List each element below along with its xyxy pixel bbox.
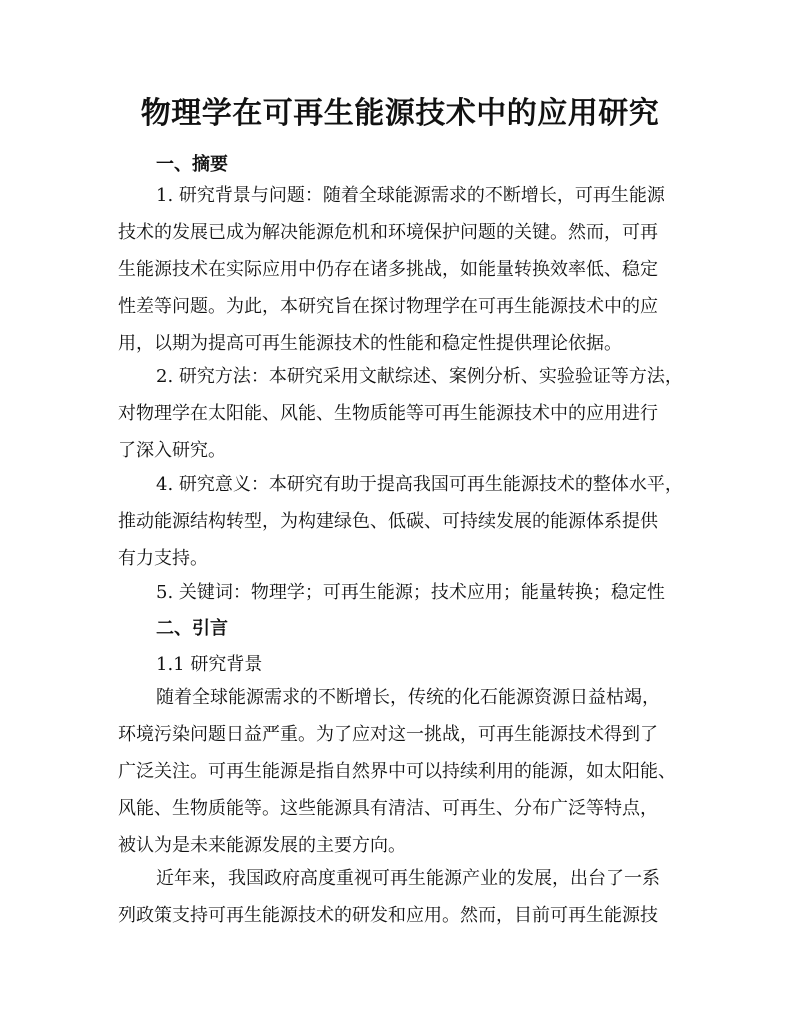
- subsection-heading-background: 1.1 研究背景: [156, 654, 263, 675]
- paragraph-line: 有力支持。: [118, 548, 208, 569]
- paragraph-line: 被认为是未来能源发展的主要方向。: [118, 835, 406, 856]
- paragraph-line: 性差等问题。为此，本研究旨在探讨物理学在可再生能源技术中的应: [118, 296, 658, 317]
- paragraph-line: 环境污染问题日益严重。为了应对这一挑战，可再生能源技术得到了: [118, 724, 658, 745]
- document-title: 物理学在可再生能源技术中的应用研究: [140, 96, 660, 131]
- abstract-item-keywords: [118, 574, 698, 611]
- paragraph-line: 了深入研究。: [118, 440, 226, 461]
- paragraph-line: 推动能源结构转型，为构建绿色、低碳、可持续发展的能源体系提供: [118, 511, 658, 532]
- abstract-item-method: [118, 358, 698, 469]
- paragraph-line: 1. 研究背景与问题：随着全球能源需求的不断增长，可再生能源: [156, 185, 665, 206]
- paragraph-line: 技术的发展已成为解决能源危机和环境保护问题的关键。然而，可再: [118, 222, 658, 243]
- paragraph-line: 生能源技术在实际应用中仍存在诸多挑战，如能量转换效率低、稳定: [118, 259, 658, 280]
- paragraph-line: 对物理学在太阳能、风能、生物质能等可再生能源技术中的应用进行: [118, 403, 658, 424]
- introduction-paragraph-2: [118, 860, 698, 934]
- paragraph-line: 列政策支持可再生能源技术的研发和应用。然而，目前可再生能源技: [118, 905, 658, 926]
- paragraph-line: 近年来，我国政府高度重视可再生能源产业的发展，出台了一系: [156, 868, 660, 889]
- keywords-line: 5. 关键词：物理学；可再生能源；技术应用；能量转换；稳定性: [156, 582, 665, 603]
- paragraph-line: 随着全球能源需求的不断增长，传统的化石能源资源日益枯竭，: [156, 687, 660, 708]
- paragraph-line: 用，以期为提高可再生能源技术的性能和稳定性提供理论依据。: [118, 333, 622, 354]
- abstract-item-background: [118, 177, 698, 362]
- paragraph-line: 风能、生物质能等。这些能源具有清洁、可再生、分布广泛等特点，: [118, 798, 658, 819]
- paragraph-line: 广泛关注。可再生能源是指自然界中可以持续利用的能源，如太阳能、: [118, 761, 676, 782]
- introduction-paragraph-1: [118, 679, 698, 864]
- paragraph-line: 4. 研究意义：本研究有助于提高我国可再生能源技术的整体水平，: [156, 474, 683, 495]
- section-heading-introduction: 二、引言: [156, 618, 228, 639]
- abstract-item-significance: [118, 466, 698, 577]
- section-heading-abstract: 一、摘要: [156, 154, 228, 175]
- paragraph-line: 2. 研究方法：本研究采用文献综述、案例分析、实验验证等方法，: [156, 366, 683, 387]
